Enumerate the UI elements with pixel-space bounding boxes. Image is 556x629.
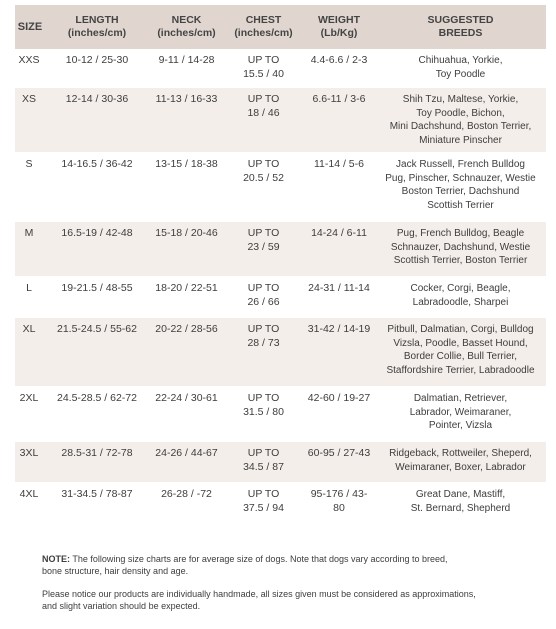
cell-chest (224, 277, 303, 318)
cell-size-text: S (25, 158, 33, 170)
cell-size (15, 318, 45, 387)
cell-breeds-text: Mini Dachshund, Boston Terrier, (389, 121, 532, 132)
cell-weight (303, 442, 375, 483)
cell-weight-text: 31-42 / 14-19 (307, 323, 371, 335)
notes (42, 553, 542, 623)
cell-breeds-text: Pitbull, Dalmatian, Corgi, Bulldog (387, 324, 534, 335)
cell-neck (149, 442, 224, 483)
cell-length (45, 442, 149, 483)
cell-breeds-text: Weimaraner, Boxer, Labrador (395, 461, 526, 473)
cell-length (45, 153, 149, 222)
cell-chest (224, 88, 303, 153)
cell-breeds-text: Boston Terrier, Dachshund (401, 186, 520, 197)
cell-chest-text: UP TO (247, 323, 280, 335)
cell-length-text: 16.5-19 / 42-48 (61, 227, 133, 239)
cell-breeds (375, 483, 546, 524)
cell-breeds-text: Toy Poodle, Bichon, (416, 107, 505, 119)
header-breeds: SUGGESTED BREEDS (375, 5, 546, 49)
cell-chest-text: UP TO (247, 93, 280, 105)
cell-breeds-text: Staffordshire Terrier, Labradoodle (386, 364, 535, 376)
cell-weight (303, 318, 375, 387)
cell-breeds (375, 222, 546, 277)
cell-size (15, 442, 45, 483)
cell-weight-text: 6.6-11 / 3-6 (312, 93, 366, 105)
header-weight: WEIGHT (Lb/Kg) (303, 5, 375, 49)
cell-breeds-text: Border Collie, Bull Terrier, (403, 351, 518, 362)
cell-weight-text: 4.4-6.6 / 2-3 (310, 54, 368, 66)
cell-size (15, 49, 45, 88)
cell-breeds-text: Dalmatian, Retriever, (413, 393, 508, 404)
cell-size-text: M (24, 227, 34, 239)
note-handmade: Please notice our products are individually handmade, all sizes given must be considered as approximations, and slight variation should be expected. (42, 589, 476, 611)
cell-size (15, 153, 45, 222)
cell-weight (303, 49, 375, 88)
cell-breeds-text: Great Dane, Mastiff, (415, 489, 506, 500)
cell-size-text: XS (21, 93, 36, 105)
cell-breeds (375, 153, 546, 222)
cell-neck (149, 277, 224, 318)
size-chart (15, 5, 546, 523)
cell-neck-text: 22-24 / 30-61 (155, 392, 218, 404)
header-chest: CHEST (inches/cm) (224, 5, 303, 49)
cell-breeds-text: Pug, Pinscher, Schnauzer, Westie (385, 172, 536, 184)
cell-weight-text: 14-24 / 6-11 (311, 227, 367, 239)
cell-breeds (375, 277, 546, 318)
cell-breeds-text: Chihuahua, Yorkie, (418, 55, 503, 66)
cell-weight (303, 88, 375, 153)
size-row-2xl (15, 387, 546, 442)
table-header-row (15, 5, 546, 49)
cell-weight (303, 483, 375, 524)
size-row-4xl (15, 483, 546, 524)
cell-chest-text: 18 / 46 (247, 106, 280, 119)
cell-size-text: L (26, 282, 32, 294)
cell-neck (149, 222, 224, 277)
cell-neck-text: 26-28 / -72 (161, 488, 212, 500)
cell-weight (303, 222, 375, 277)
cell-breeds (375, 387, 546, 442)
cell-chest-text: UP TO (247, 282, 280, 294)
cell-neck-text: 18-20 / 22-51 (155, 282, 218, 294)
cell-chest-text: 37.5 / 94 (243, 501, 284, 514)
cell-breeds (375, 442, 546, 483)
cell-length-text: 24.5-28.5 / 62-72 (57, 392, 137, 404)
cell-neck-text: 20-22 / 28-56 (155, 323, 218, 335)
cell-size-text: XL (22, 323, 36, 335)
cell-size (15, 222, 45, 277)
size-row-xs (15, 88, 546, 153)
size-row-s (15, 153, 546, 222)
cell-breeds-text: Miniature Pinscher (419, 134, 502, 146)
size-row-3xl (15, 442, 546, 483)
cell-size-text: 3XL (19, 447, 39, 459)
cell-size (15, 88, 45, 153)
cell-breeds-text: Shih Tzu, Maltese, Yorkie, (402, 94, 519, 105)
cell-length (45, 277, 149, 318)
cell-neck (149, 387, 224, 442)
cell-weight-text: 95-176 / 43-80 (310, 488, 368, 514)
cell-size (15, 483, 45, 524)
cell-breeds-text: Scottish Terrier (427, 199, 494, 211)
cell-weight-text: 11-14 / 5-6 (313, 158, 364, 170)
cell-neck-text: 9-11 / 14-28 (158, 54, 215, 66)
cell-breeds (375, 49, 546, 88)
cell-length-text: 14-16.5 / 36-42 (61, 158, 133, 170)
cell-weight-text: 42-60 / 19-27 (307, 392, 371, 404)
cell-weight-text: 60-95 / 27-43 (307, 447, 371, 459)
cell-weight (303, 153, 375, 222)
cell-neck-text: 24-26 / 44-67 (155, 447, 218, 459)
cell-breeds (375, 318, 546, 387)
cell-chest (224, 318, 303, 387)
cell-size-text: 4XL (19, 488, 39, 500)
cell-breeds-text: Ridgeback, Rottweiler, Sheperd, (389, 448, 532, 459)
cell-neck-text: 13-15 / 18-38 (155, 158, 218, 170)
cell-length-text: 12-14 / 30-36 (65, 93, 129, 105)
cell-chest-text: 34.5 / 87 (243, 460, 284, 473)
cell-length-text: 19-21.5 / 48-55 (61, 282, 133, 294)
cell-neck (149, 49, 224, 88)
cell-length-text: 10-12 / 25-30 (65, 54, 129, 66)
cell-neck-text: 11-13 / 16-33 (155, 93, 218, 105)
cell-breeds-text: St. Bernard, Shepherd (410, 502, 511, 514)
cell-length (45, 88, 149, 153)
cell-chest (224, 49, 303, 88)
cell-neck-text: 15-18 / 20-46 (155, 227, 218, 239)
cell-breeds-text: Cocker, Corgi, Beagle, (410, 283, 511, 294)
cell-size (15, 277, 45, 318)
cell-length (45, 222, 149, 277)
cell-breeds-text: Vizsla, Poodle, Basset Hound, (393, 337, 528, 349)
cell-length-text: 21.5-24.5 / 55-62 (57, 323, 137, 335)
size-table (15, 5, 546, 523)
cell-breeds-text: Labradoodle, Sharpei (412, 296, 509, 308)
cell-breeds-text: Pug, French Bulldog, Beagle (396, 228, 525, 239)
cell-chest (224, 442, 303, 483)
cell-neck (149, 483, 224, 524)
cell-weight-text: 24-31 / 11-14 (308, 282, 370, 294)
cell-weight (303, 277, 375, 318)
cell-chest-text: 28 / 73 (247, 336, 280, 349)
cell-breeds-text: Toy Poodle (435, 68, 486, 80)
cell-length (45, 49, 149, 88)
cell-neck (149, 318, 224, 387)
cell-breeds-text: Labrador, Weimaraner, (409, 406, 512, 418)
cell-chest-text: UP TO (247, 392, 280, 404)
cell-size (15, 387, 45, 442)
cell-breeds-text: Scottish Terrier, Boston Terrier (393, 255, 528, 266)
cell-chest-text: 20.5 / 52 (243, 171, 284, 184)
cell-chest (224, 387, 303, 442)
cell-chest-text: 31.5 / 80 (243, 405, 284, 418)
cell-chest-text: 15.5 / 40 (243, 67, 284, 80)
header-neck: NECK (inches/cm) (149, 5, 224, 49)
size-row-xl (15, 318, 546, 387)
cell-chest-text: UP TO (247, 488, 280, 500)
cell-size-text: XXS (18, 54, 40, 66)
cell-chest-text: UP TO (247, 158, 280, 170)
cell-neck (149, 88, 224, 153)
cell-chest (224, 153, 303, 222)
cell-length (45, 483, 149, 524)
cell-weight (303, 387, 375, 442)
cell-breeds (375, 88, 546, 153)
cell-chest-text: 26 / 66 (247, 295, 280, 308)
cell-neck (149, 153, 224, 222)
cell-chest-text: UP TO (247, 227, 280, 239)
cell-chest (224, 483, 303, 524)
size-row-l (15, 277, 546, 318)
cell-breeds-text: Pointer, Vizsla (428, 420, 493, 431)
cell-length-text: 28.5-31 / 72-78 (61, 447, 133, 459)
size-row-xxs (15, 49, 546, 88)
cell-breeds-text: Jack Russell, French Bulldog (396, 159, 525, 170)
cell-chest (224, 222, 303, 277)
header-length: LENGTH (inches/cm) (45, 5, 149, 49)
size-row-m (15, 222, 546, 277)
cell-chest-text: UP TO (247, 54, 280, 66)
cell-chest-text: 23 / 59 (247, 240, 280, 253)
cell-chest-text: UP TO (247, 447, 280, 459)
cell-breeds-text: Schnauzer, Dachshund, Westie (390, 241, 531, 253)
cell-length (45, 387, 149, 442)
header-size: SIZE (15, 5, 45, 49)
note-sizes: NOTE: The following size charts are for average size of dogs. Note that dogs vary according to breed, bone structure, hair density and age. (42, 554, 448, 576)
cell-length (45, 318, 149, 387)
cell-length-text: 31-34.5 / 78-87 (61, 488, 133, 500)
cell-size-text: 2XL (19, 392, 39, 404)
